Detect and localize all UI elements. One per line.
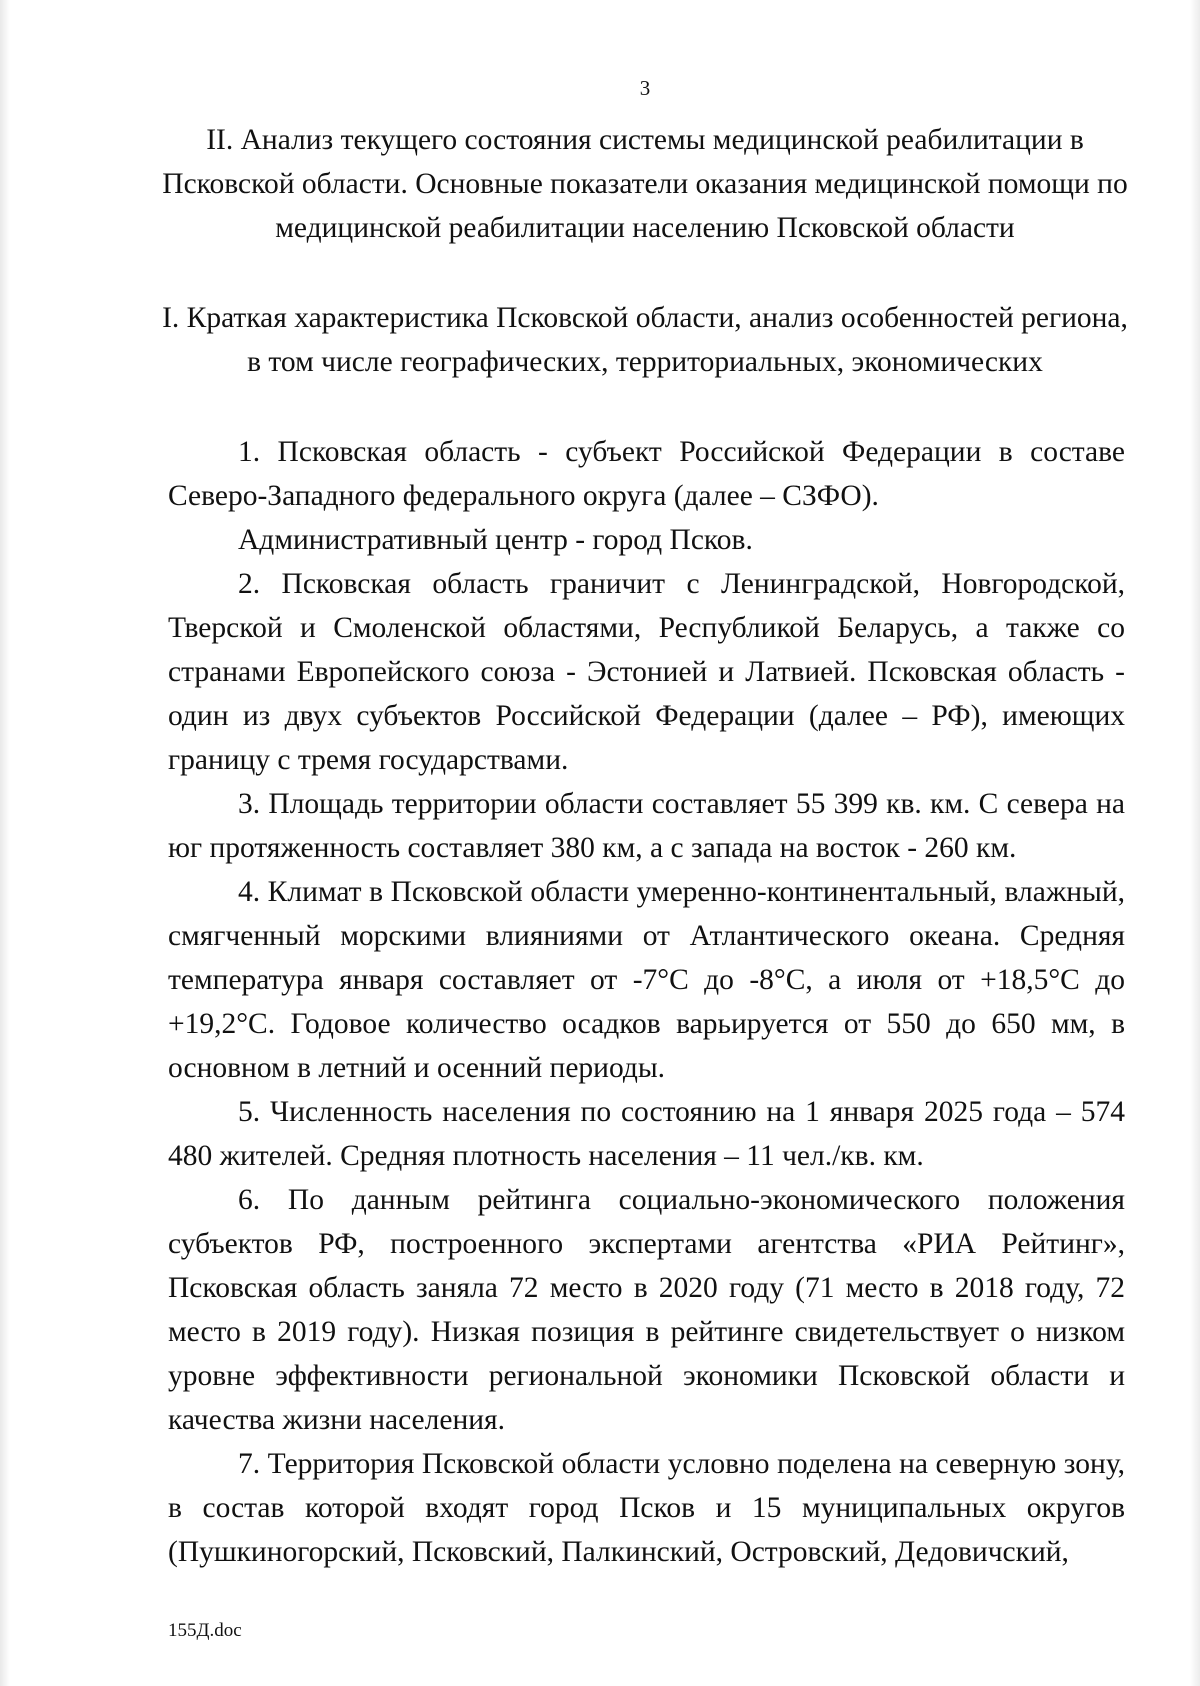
- scan-edge-right: [1190, 0, 1200, 1686]
- section-heading-i: I. Краткая характеристика Псковской области, анализ особенностей региона, в том числе географических, территориальных, экономических: [162, 302, 1128, 378]
- paragraph-3: 3. Площадь территории области составляет 55 399 кв. км. С севера на юг протяженность составляет 380 км, а с запада на восток - 260 км.: [168, 788, 1125, 864]
- paragraph-5: 5. Численность населения по состоянию на 1 января 2025 года – 574 480 жителей. Средняя плотность населения – 11 чел./кв. км.: [168, 1096, 1125, 1172]
- scan-edge-left: [0, 0, 10, 1686]
- paragraph-4: 4. Климат в Псковской области умеренно-континентальный, влажный, смягченный морскими влияниями от Атлантического океана. Средняя температура января составляет от -7°С до -8°С, а июля от +18,5°С до +19,2°С. Годовое количество осадков варьируется от 550 до 650 мм, в основном в летний и осенний периоды.: [168, 876, 1125, 1084]
- footer-filename: 155Д.doc: [168, 1620, 242, 1641]
- paragraph-7: 7. Территория Псковской области условно поделена на северную зону, в состав которой входят город Псков и 15 муниципальных округов (Пушкиногорский, Псковский, Палкинский, Островский, Дедовичский,: [168, 1448, 1125, 1568]
- paragraph-2: 2. Псковская область граничит с Ленинградской, Новгородской, Тверской и Смоленской областями, Республикой Беларусь, а также со странами Европейского союза - Эстонией и Латвией. Псковская область - один из двух субъектов Российской Федерации (далее – РФ), имеющих границу с тремя государствами.: [168, 568, 1125, 776]
- section-heading-ii: II. Анализ текущего состояния системы медицинской реабилитации в Псковской области. Основные показатели оказания медицинской помощи по медицинской реабилитации населению Псковской области: [162, 124, 1128, 244]
- page-number: 3: [639, 76, 651, 100]
- body-text: [168, 430, 1125, 1574]
- paragraph-1: 1. Псковская область - субъект Российской Федерации в составе Северо-Западного федерального округа (далее – СЗФО).: [168, 436, 1125, 512]
- paragraph-admin-center: Административный центр - город Псков.: [238, 524, 753, 556]
- paragraph-6: 6. По данным рейтинга социально-экономического положения субъектов РФ, построенного экспертами агентства «РИА Рейтинг», Псковская область заняла 72 место в 2020 году (71 место в 2018 году, 72 место в 2019 году). Низкая позиция в рейтинге свидетельствует о низком уровне эффективности региональной экономики Псковской области и качества жизни населения.: [168, 1184, 1125, 1436]
